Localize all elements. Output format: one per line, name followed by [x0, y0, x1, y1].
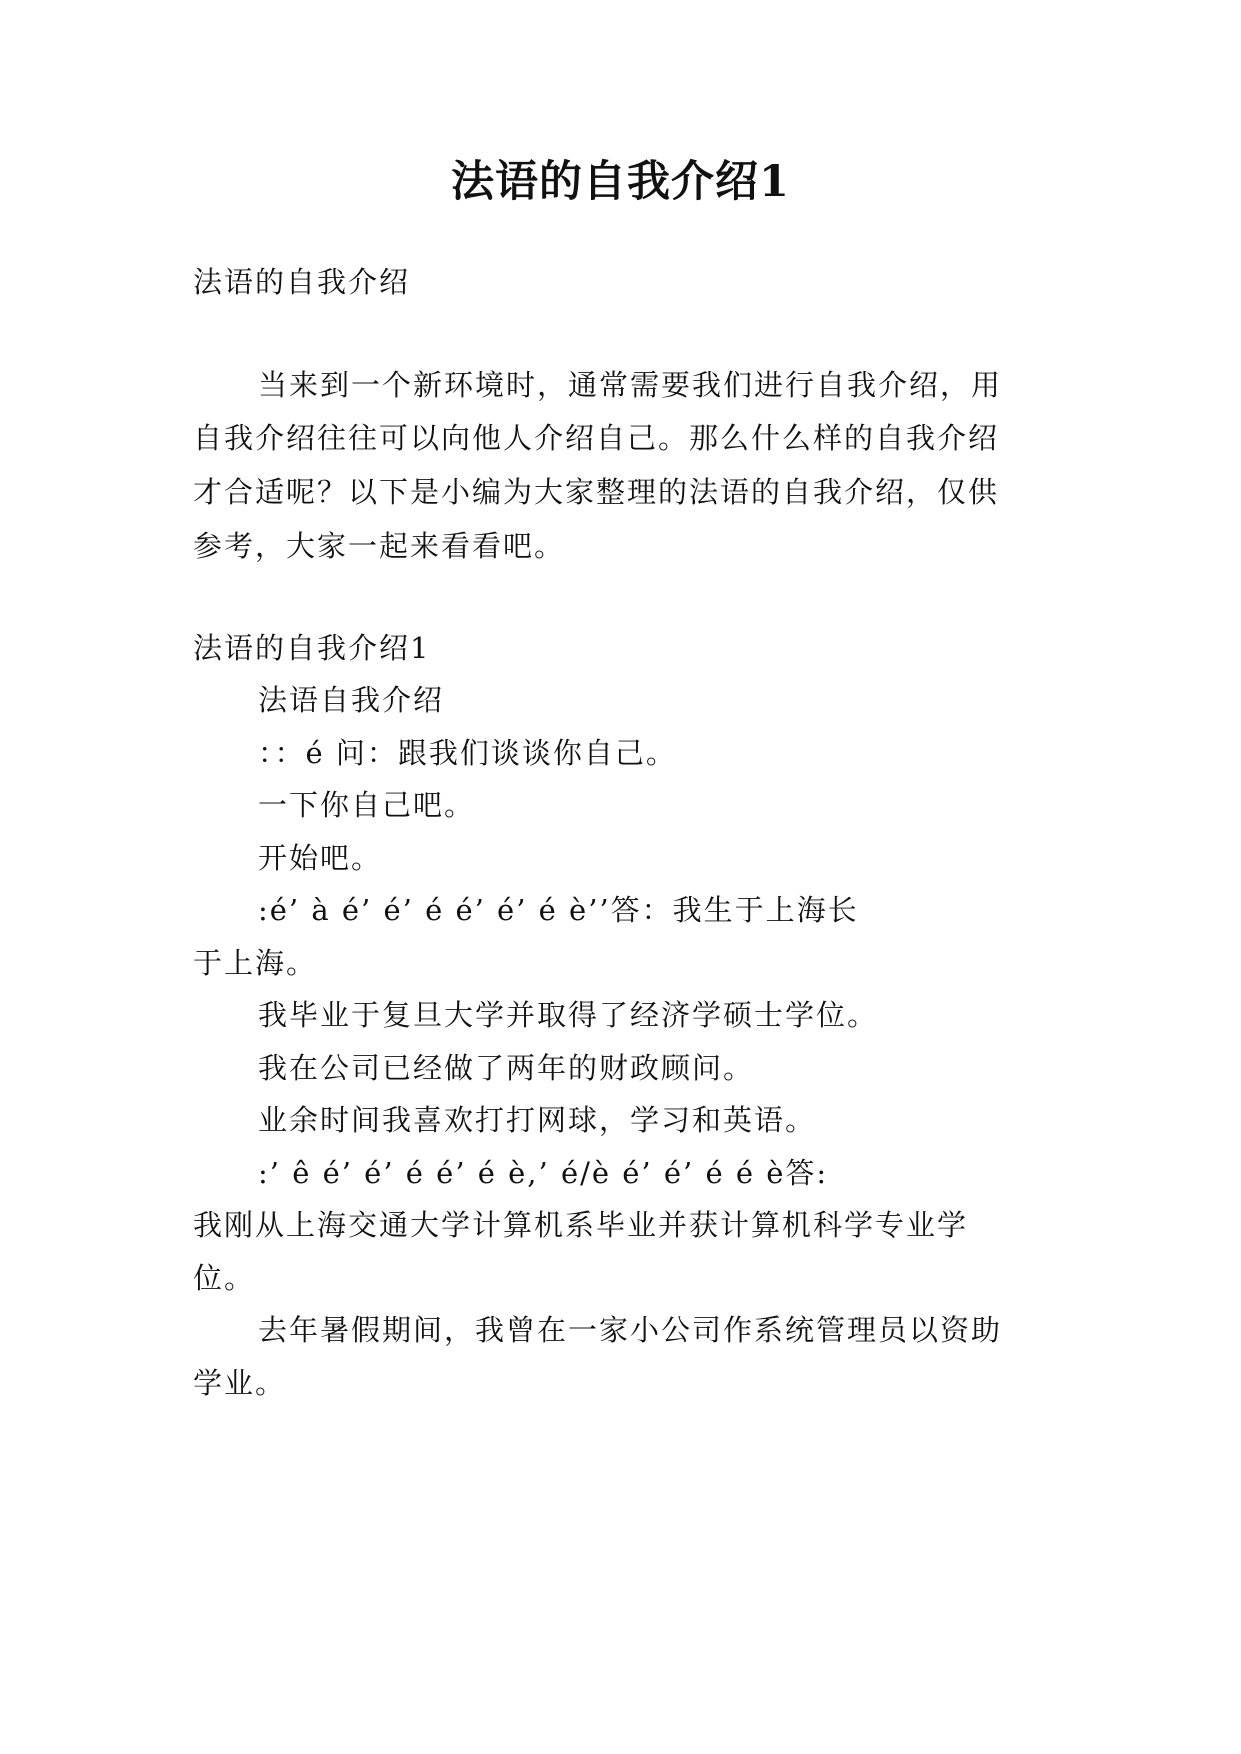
- body-line: 开始吧。: [258, 841, 383, 875]
- intro-line-1: 当来到一个新环境时，通常需要我们进行自我介绍，用: [258, 368, 1003, 402]
- document-title: 法语的自我介绍1: [451, 157, 790, 207]
- body-line: 我在公司已经做了两年的财政顾问。: [258, 1051, 755, 1085]
- body-line: 业余时间我喜欢打打网球，学习和英语。: [258, 1103, 817, 1137]
- intro-line-2: 自我介绍往往可以向他人介绍自己。那么什么样的自我介绍: [193, 421, 1000, 455]
- body-line: 我毕业于复旦大学并取得了经济学硕士学位。: [258, 998, 879, 1032]
- body-line: 去年暑假期间，我曾在一家小公司作系统管理员以资助: [258, 1313, 1003, 1347]
- body-line: ：：é 问：跟我们谈谈你自己。: [258, 736, 677, 770]
- document-subtitle: 法语的自我介绍: [193, 265, 411, 299]
- body-line: 一下你自己吧。: [258, 788, 476, 822]
- body-line: 位。: [193, 1261, 256, 1295]
- body-line: 法语自我介绍: [258, 683, 445, 717]
- body-line: :’ ê é’ é’ é é’ é è,’ é/è é’ é’ é é è答:: [258, 1156, 829, 1190]
- section-heading: 法语的自我介绍1: [193, 631, 431, 665]
- intro-line-4: 参考，大家一起来看看吧。: [193, 529, 566, 563]
- intro-line-3: 才合适呢？以下是小编为大家整理的法语的自我介绍，仅供: [193, 475, 1000, 509]
- body-line: :é’ à é’ é’ é é’ é’ é è’’答：我生于上海长: [258, 893, 859, 927]
- body-line: 于上海。: [193, 946, 318, 980]
- body-line: 学业。: [193, 1366, 287, 1400]
- body-line: 我刚从上海交通大学计算机系毕业并获计算机科学专业学: [193, 1208, 969, 1242]
